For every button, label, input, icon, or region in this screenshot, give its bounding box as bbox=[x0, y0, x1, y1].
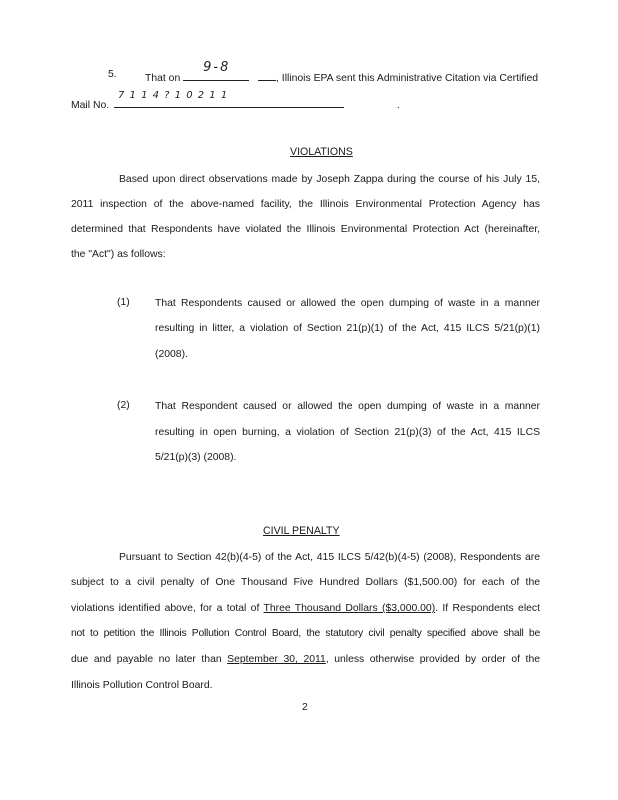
violation-1-number: (1) bbox=[117, 297, 130, 308]
violation-2-number: (2) bbox=[117, 400, 130, 411]
civil-penalty-line-3 bbox=[71, 602, 540, 615]
violation-1-line-3: (2008). bbox=[155, 349, 188, 360]
violations-heading: VIOLATIONS bbox=[290, 146, 353, 158]
handwritten-date: 9-8 bbox=[203, 60, 231, 75]
page-number: 2 bbox=[302, 702, 308, 713]
mail-label: Mail No. bbox=[71, 100, 110, 111]
handwritten-mail-number: 7 1 1 4 ? 1 0 2 1 1 bbox=[118, 90, 229, 101]
civil-penalty-line-4: not to petition the Illinois Pollution Control Board, the statutory civil penalty specified above shall be bbox=[71, 628, 540, 639]
mail-period: . bbox=[396, 100, 400, 111]
civil-penalty-line-5 bbox=[71, 653, 540, 666]
date-blank-2 bbox=[258, 69, 276, 81]
paragraph-5-lead: That on bbox=[145, 73, 181, 84]
total-penalty-amount: Three Thousand Dollars ($3,000.00) bbox=[263, 603, 436, 614]
violation-1-line-2: resulting in litter, a violation of Section 21(p)(1) of the Act, 415 ILCS 5/21(p)(1) bbox=[155, 323, 540, 334]
payment-due-date: September 30, 2011 bbox=[227, 654, 326, 665]
paragraph-5-line-2 bbox=[71, 90, 400, 112]
violation-2-line-3: 5/21(p)(3) (2008). bbox=[155, 452, 237, 463]
civil-penalty-line-5-post: , unless otherwise provided by order of the bbox=[325, 654, 541, 665]
paragraph-5-number: 5. bbox=[108, 69, 117, 80]
civil-penalty-line-2: subject to a civil penalty of One Thousand Five Hundred Dollars ($1,500.00) for each of the bbox=[71, 577, 540, 588]
date-blank bbox=[183, 60, 249, 81]
mail-number-blank bbox=[114, 90, 344, 108]
violations-intro-line-3: determined that Respondents have violated the Illinois Environmental Protection Act (hereinafter, bbox=[71, 224, 540, 235]
civil-penalty-line-6: Illinois Pollution Control Board. bbox=[71, 680, 213, 691]
civil-penalty-line-3-pre: violations identified above, for a total of bbox=[71, 603, 260, 614]
violations-intro-line-2: 2011 inspection of the above-named facility, the Illinois Environmental Protection Agency has bbox=[71, 199, 540, 210]
civil-penalty-line-1: Pursuant to Section 42(b)(4-5) of the Act, 415 ILCS 5/42(b)(4-5) (2008), Respondents are bbox=[119, 552, 540, 563]
violations-intro-line-4: the "Act") as follows: bbox=[71, 249, 166, 260]
civil-penalty-heading: CIVIL PENALTY bbox=[263, 525, 340, 537]
paragraph-5-line-1 bbox=[145, 60, 539, 85]
paragraph-5-rest: , Illinois EPA sent this Administrative Citation via Certified bbox=[276, 73, 539, 84]
violations-intro-line-1: Based upon direct observations made by Joseph Zappa during the course of his July 15, bbox=[119, 174, 540, 185]
civil-penalty-line-3-post: . If Respondents elect bbox=[435, 603, 541, 614]
violation-2-line-1: That Respondent caused or allowed the open dumping of waste in a manner bbox=[155, 401, 540, 412]
violation-2-line-2: resulting in open burning, a violation of Section 21(p)(3) of the Act, 415 ILCS bbox=[155, 427, 540, 438]
violation-1-line-1: That Respondents caused or allowed the open dumping of waste in a manner bbox=[155, 298, 540, 309]
civil-penalty-line-5-pre: due and payable no later than bbox=[71, 654, 222, 665]
